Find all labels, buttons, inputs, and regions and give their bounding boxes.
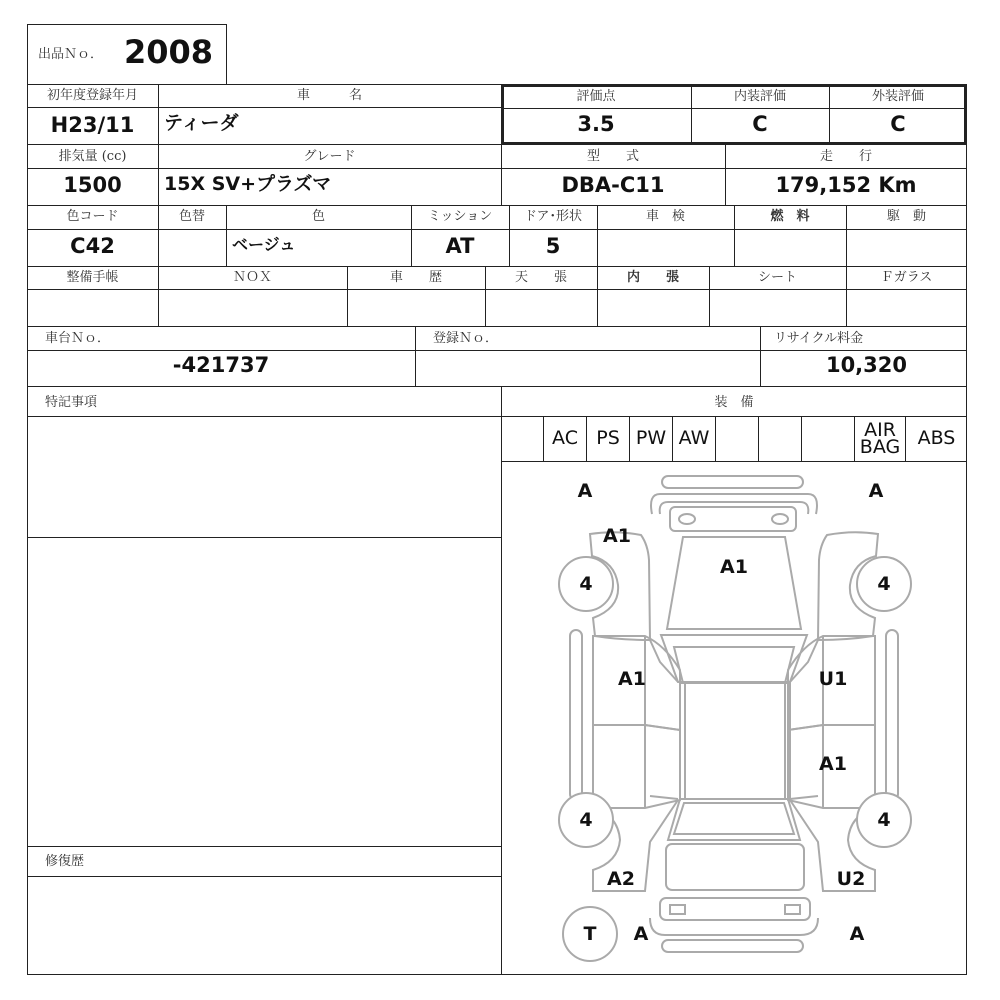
mark-rear-right-corner: A: [849, 923, 865, 945]
mileage-label: 走 行: [819, 149, 872, 164]
mark-rear-left-corner: A: [633, 923, 649, 945]
equipment-aw: AW: [673, 416, 716, 461]
color-label: 色: [311, 209, 325, 224]
tire-front-left: 4: [558, 556, 614, 612]
mileage-value: 179,152 Km: [775, 173, 917, 197]
equipment-item: [501, 416, 544, 461]
lot-number-box: [27, 24, 227, 85]
front-left-headlight: [679, 514, 695, 524]
recycle-fee-label: リサイクル料金: [774, 331, 864, 346]
equipment-ps: PS: [587, 416, 630, 461]
fuel-label: 燃 料: [770, 209, 810, 224]
score-value: 3.5: [577, 112, 615, 136]
exterior-grade-label: 外装評価: [871, 89, 924, 104]
mark-front-right-corner: A: [868, 480, 884, 502]
front-bumper: [651, 494, 817, 514]
right-side-skirt: [886, 630, 898, 800]
first-registration-label: 初年度登録年月: [46, 88, 138, 103]
equipment-abs: ABS: [917, 427, 956, 449]
transmission-value: AT: [445, 234, 475, 258]
notes-area-continued: [28, 538, 500, 846]
equipment-airbag: AIR BAG: [855, 416, 906, 461]
car-name-label: 車 名: [296, 88, 362, 103]
equipment-label: 装 備: [714, 395, 754, 410]
front-bumper-lip: [662, 476, 803, 488]
chassis-number-value: -421737: [172, 353, 270, 377]
color-value: ベージュ: [232, 235, 296, 254]
transmission-label: ミッション: [427, 209, 493, 224]
roof-panel: [685, 683, 785, 799]
left-side-skirt: [570, 630, 582, 800]
equipment-item: [802, 416, 855, 461]
front-glass-label: Ｆガラス: [880, 270, 933, 285]
mark-left-rear-quarter: A2: [607, 868, 635, 890]
doors-label: ドア･形状: [523, 209, 583, 224]
roof-lining-label: 天 張: [514, 270, 567, 285]
mark-left-front-door: A1: [618, 668, 646, 690]
nox-label: ＮＯＸ: [232, 270, 272, 285]
rear-bumper-lip: [662, 940, 803, 952]
inspection-label: 車 検: [645, 209, 685, 224]
score-label: 評価点: [576, 89, 616, 104]
tire-rear-left: 4: [558, 792, 614, 848]
vehicle-history-label: 車 歴: [389, 270, 442, 285]
left-rear-door: [593, 725, 680, 808]
recycle-fee-value: 10,320: [825, 353, 907, 377]
hood-panel: [667, 537, 801, 629]
displacement-label: 排気量 (cc): [58, 149, 127, 164]
tire-rear-right: 4: [856, 792, 912, 848]
repair-history-label: 修復歴: [45, 854, 85, 869]
equipment-row: [501, 416, 967, 461]
lot-number-label: 出品Ｎｏ．: [38, 47, 104, 62]
drive-label: 駆 動: [886, 209, 926, 224]
color-code-label: 色コード: [66, 209, 119, 224]
notes-label: 特記事項: [45, 395, 98, 410]
seat-label: シート: [757, 270, 797, 285]
trunk-lid: [666, 844, 804, 890]
front-grille: [670, 507, 796, 531]
maintenance-record-label: 整備手帳: [66, 270, 119, 285]
mark-right-rear-quarter: U2: [836, 868, 866, 890]
model-code-value: DBA-C11: [561, 173, 665, 197]
first-registration-value: H23/11: [50, 113, 135, 137]
rear-right-lamp: [785, 905, 800, 914]
chassis-number-label: 車台Ｎｏ．: [45, 331, 111, 346]
color-code-value: C42: [70, 234, 115, 258]
lot-number-value: 2008: [124, 33, 214, 71]
interior-grade-label: 内装評価: [733, 89, 786, 104]
rear-garnish: [660, 898, 810, 920]
grade-value: 15X SV+プラズマ: [164, 173, 332, 195]
rear-left-lamp: [670, 905, 685, 914]
tire-front-right: 4: [856, 556, 912, 612]
mark-hood: A1: [720, 556, 748, 578]
mark-right-front-door: U1: [818, 668, 848, 690]
equipment-pw: PW: [630, 416, 673, 461]
equipment-item: [716, 416, 759, 461]
mark-front-left-corner: A: [577, 480, 593, 502]
car-condition-diagram: [502, 462, 966, 974]
exterior-grade-value: C: [890, 112, 906, 136]
equipment-item: [759, 416, 802, 461]
notes-area: [28, 417, 500, 537]
equipment-ac: AC: [544, 416, 587, 461]
spare-tire: T: [562, 906, 618, 962]
interior-grade-value: C: [752, 112, 768, 136]
car-name-value: ティーダ: [164, 112, 239, 134]
grade-label: グレード: [303, 149, 356, 164]
front-right-headlight: [772, 514, 788, 524]
windshield: [661, 635, 807, 682]
doors-value: 5: [545, 234, 561, 258]
registration-number-label: 登録Ｎｏ．: [433, 331, 499, 346]
repair-history-area: [28, 877, 500, 974]
color-change-label: 色替: [178, 209, 205, 224]
mark-front-left-fender: A1: [603, 525, 631, 547]
model-code-label: 型 式: [586, 149, 639, 164]
interior-trim-label: 内 張: [626, 270, 679, 285]
mark-right-rear-door: A1: [819, 753, 847, 775]
displacement-value: 1500: [63, 173, 122, 197]
